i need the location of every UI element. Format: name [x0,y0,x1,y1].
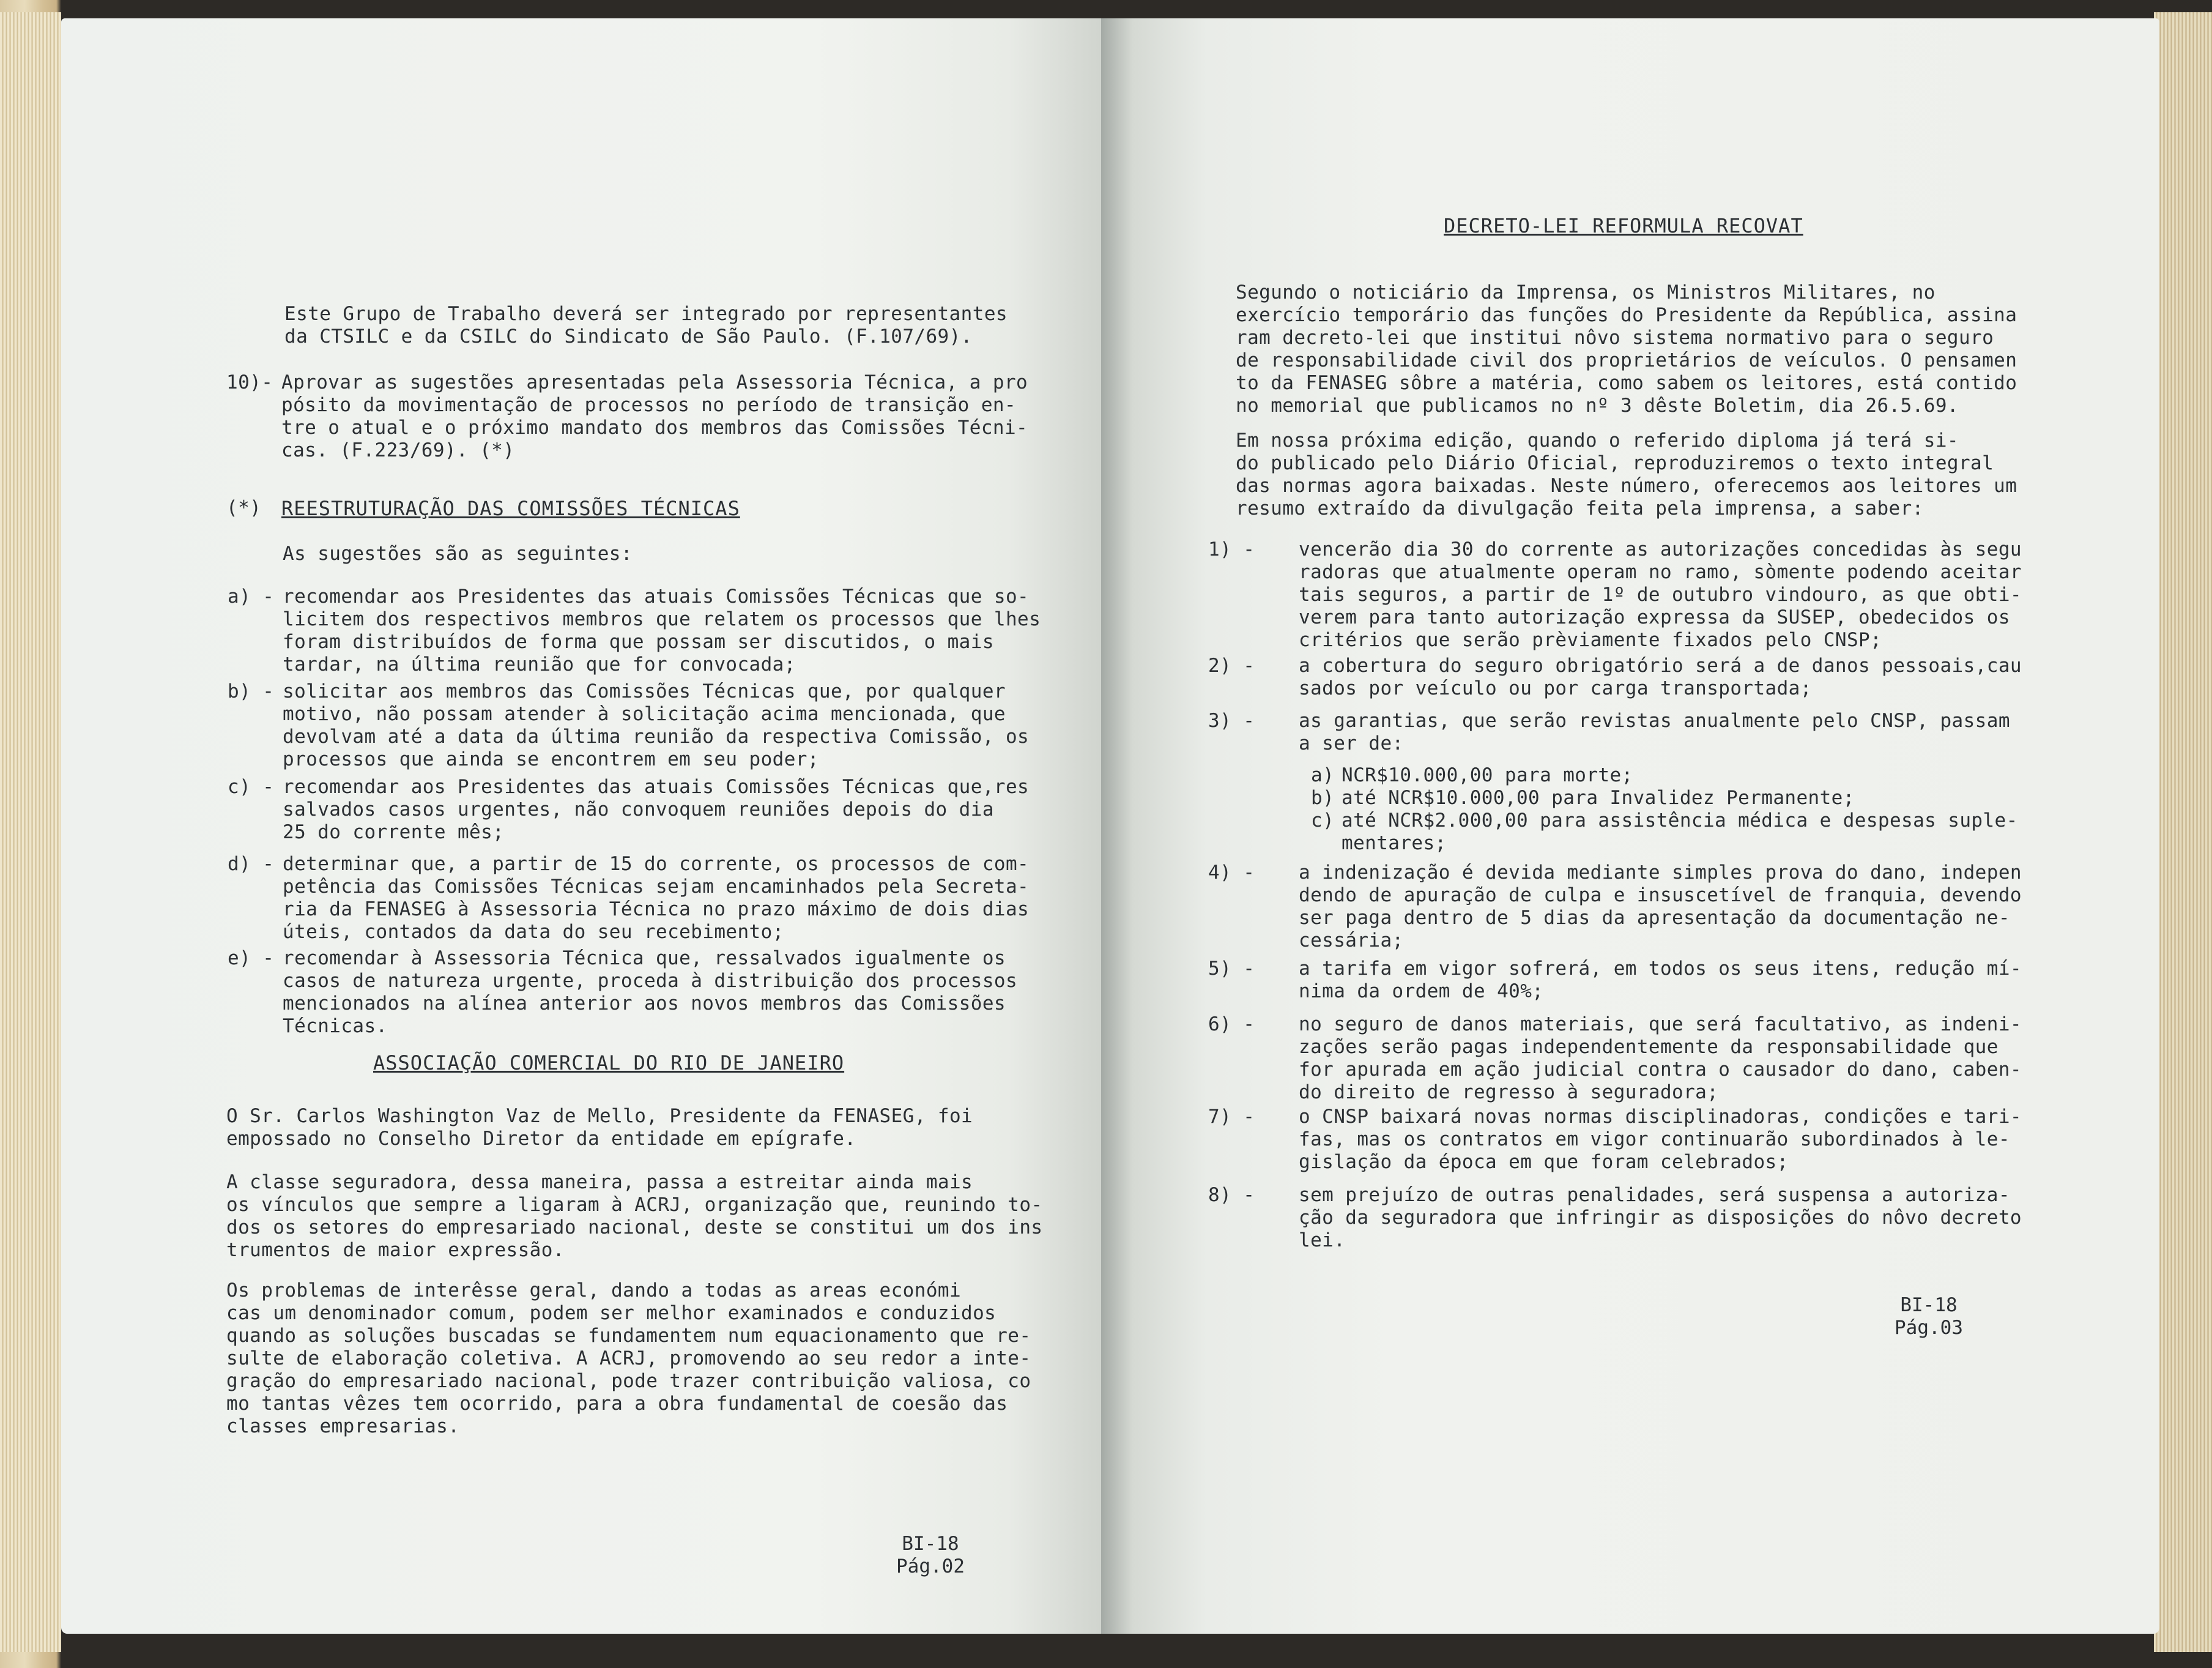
acrj-paragraph-3: Os problemas de interêsse geral, dando a todas as areas económi cas um denominador comum, podem ser melhor examinados e conduzidos quando as soluções buscadas se fundamentem num equacionamento que re- sulte de elaboração coletiva. A ACRJ, promovendo ao seu redor a inte- gração do empresariado nacional, pode trazer contribuição valiosa, co mo tantas vêzes tem ocorrido, para a obra fundamental de coesão das classes empresarias. [226,1279,1031,1437]
subitem-b-label: b) [1311,787,1335,809]
subitem-c-label: c) [1311,810,1335,832]
item-5-text: a tarifa em vigor sofrerá, em todos os seus itens, redução mí- nima da ordem de 40%; [1299,958,2022,1002]
item-b-label: b) - [228,680,275,702]
item-c-text: recomendar aos Presidentes das atuais Comissões Técnicas que,res salvados casos urgentes, não convoquem reuniões depois do dia 25 do corrente mês; [283,776,1030,843]
left-page [61,18,1138,1634]
item-3-text: as garantias, que serão revistas anualmente pelo CNSP, passam a ser de: [1299,710,2010,754]
item-6-text: no seguro de danos materiais, que será facultativo, as indeni- zações serão pagas independentemente da responsabilidade que for apurada em ação judicial contra o causador do dano, caben- do direito de regresso à seguradora; [1299,1013,2022,1103]
section-title-restructuring: REESTRUTURAÇÃO DAS COMISSÕES TÉCNICAS [281,497,740,520]
page-title: DECRETO-LEI REFORMULA RECOVAT [1444,214,1803,237]
item-10-text: Aprovar as sugestões apresentadas pela Assessoria Técnica, a pro pósito da movimentação de processos no período de transição en- tre o atual e o próximo mandato dos membros das Comissões Técni- cas. (F.223/69). (*) [281,371,1028,461]
footnote-mark: (*) [226,497,262,519]
item-d-text: determinar que, a partir de 15 do corrente, os processos de com- petência das Comissões Técnicas sejam encaminhados pela Secreta- ria da FENASEG à Assessoria Técnica no prazo máximo de dois dias úteis, contados da data do seu recebimento; [283,853,1030,943]
subitem-c-text: até NCR$2.000,00 para assistência médica e despesas suple- mentares; [1342,810,2018,854]
acrj-paragraph-1: O Sr. Carlos Washington Vaz de Mello, Presidente da FENASEG, foi empossado no Conselho Diretor da entidade em epígrafe. [226,1105,973,1150]
item-4-text: a indenização é devida mediante simples prova do dano, indepen dendo de apuração de culpa e insuscetível de franquia, devendo ser paga dentro de 5 dias da apresentação da documentação ne- cessária; [1299,862,2022,951]
item-7-text: o CNSP baixará novas normas disciplinadoras, condições e tari- fas, mas os contratos em vigor continuarão subordinados à le- gislação da época em que foram celebrados; [1299,1106,2022,1173]
item-e-label: e) - [228,947,275,969]
right-page [1101,18,2159,1634]
item-2-label: 2) - [1208,655,1255,677]
acrj-paragraph-2: A classe seguradora, dessa maneira, passa a estreitar ainda mais os vínculos que sempre a ligaram à ACRJ, organização que, reunindo to- dos os setores do empresariado nacional, deste se constitui um dos ins trumentos de maior expressão. [226,1171,1043,1261]
item-8-text: sem prejuízo de outras penalidades, será suspensa a autoriza- ção da seguradora que infringir as disposições do nôvo decreto lei. [1299,1184,2022,1251]
subitem-a-text: NCR$10.000,00 para morte; [1342,764,1633,786]
item-10-number: 10)- [226,371,273,393]
item-b-text: solicitar aos membros das Comissões Técnicas que, por qualquer motivo, não possam atender à solicitação acima mencionada, que devolvam até a data da última reunião da respectiva Comissão, os processos que ainda se encontrem em seu poder; [283,680,1030,770]
item-6-label: 6) - [1208,1013,1255,1035]
page-edges-right [2154,12,2212,1652]
item-5-label: 5) - [1208,958,1255,980]
item-e-text: recomendar à Assessoria Técnica que, ressalvados igualmente os casos de natureza urgente, proceda à distribuição dos processos mencionados na alínea anterior aos novos membros das Comissões Técnicas. [283,947,1018,1037]
page-reference-left: BI-18 Pág.02 [896,1533,965,1577]
item-d-label: d) - [228,853,275,875]
item-a-label: a) - [228,586,275,608]
intro-paragraph-1: Segundo o noticiário da Imprensa, os Ministros Militares, no exercício temporário das funções do Presidente da República, assina ram decreto-lei que institui nôvo sistema normativo para o seguro de responsabilidade civil dos proprietários de veículos. O pensamen to da FENASEG sôbre a matéria, como sabem os leitores, está contido no memorial que publicamos no nº 3 dêste Boletim, dia 26.5.69. [1236,281,2017,417]
item-1-label: 1) - [1208,538,1255,560]
item-7-label: 7) - [1208,1106,1255,1128]
page-reference-right: BI-18 Pág.03 [1895,1294,1963,1339]
lead-in-text: As sugestões são as seguintes: [283,543,633,565]
intro-paragraph-2: Em nossa próxima edição, quando o referido diploma já terá si- do publicado pelo Diário Oficial, reproduziremos o texto integral das normas agora baixadas. Neste número, oferecemos aos leitores um resumo extraído da divulgação feita pela imprensa, a saber: [1236,430,2017,519]
item-8-label: 8) - [1208,1184,1255,1206]
item-c-label: c) - [228,776,275,798]
subitem-b-text: até NCR$10.000,00 para Invalidez Permanente; [1342,787,1855,809]
subitem-a-label: a) [1311,764,1335,786]
intro-paragraph: Este Grupo de Trabalho deverá ser integrado por representantes da CTSILC e da CSILC do Sindicato de São Paulo. (F.107/69). [284,303,1008,348]
item-4-label: 4) - [1208,862,1255,884]
item-a-text: recomendar aos Presidentes das atuais Comissões Técnicas que so- licitem dos respectivos membros que relatem os processos que lhes foram distribuídos de forma que possam ser discutidos, o mais tardar, na última reunião que for convocada; [283,586,1041,676]
item-1-text: vencerão dia 30 do corrente as autorizações concedidas às segu radoras que atualmente operam no ramo, sòmente podendo aceitar tais seguros, a partir de 1º de outubro vindouro, as que obti- verem para tanto autorização expressa da SUSEP, obedecidos os critérios que serão prèviamente fixados pelo CNSP; [1299,538,2022,651]
section-title-acrj: ASSOCIAÇÃO COMERCIAL DO RIO DE JANEIRO [373,1051,845,1074]
item-3-label: 3) - [1208,710,1255,732]
page-edges-left [0,12,61,1652]
item-2-text: a cobertura do seguro obrigatório será a de danos pessoais,cau sados por veículo ou por carga transportada; [1299,655,2022,699]
